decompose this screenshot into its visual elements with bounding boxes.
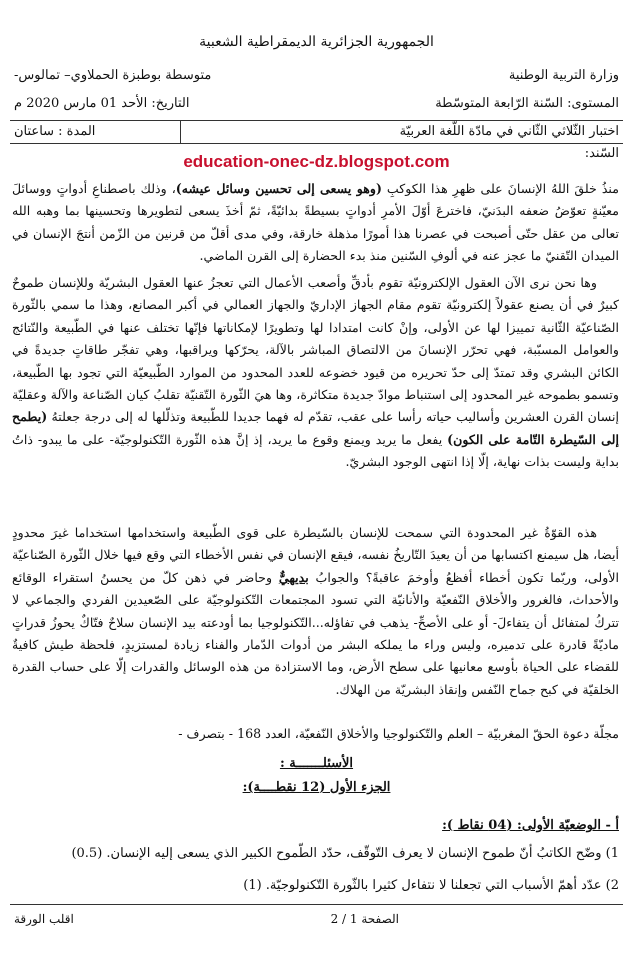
footer-divider (10, 904, 623, 905)
paragraph-2-end: يفعل ما يريد ويمنع وقوع ما يريد، إذ إنَّ هذه الثّورة التّكنولوجيّة- على ما يبدو- ذاتُ بداية وليست بذات نهاية، إلّا إذا انتهى الوجود البشريّ. (12, 431, 619, 470)
paragraph-1 (12, 178, 619, 268)
paragraph-3-start: هذه القوّةُ غير المحدودة التي سمحت للإنسان بالسّيطرة على قوى الطّبيعة واستخدامها استخداما غيرَ محدودٍ أيضا، هل سيمنع اكتسابها من أن يعيدَ التّاريخُ نفسه، فيقع الإنسان في نفس الأخطاء التي وقع فيها خلال الثّورة الصّناعيّة الأولى، وربّما تكون أخطاء أفظعُ وأوخمَ عاقبةً؟ والجوابُ (12, 525, 619, 585)
level-label: المستوى: السّنة الرّابعة المتوسّطة (435, 96, 619, 111)
header-row-3 (14, 124, 619, 139)
paragraph-3-underlined: بديهيٌّ (278, 569, 309, 585)
paragraph-1-end: ، وذلك باصطناعِ أدواتٍ ووسائلَ معيّنةٍ تعوّضُ ضعفه البدَنيّ، فاخترعَ أوّلَ الأمرِ أدواتٍ بسيطةً بدائيّةً، ثمّ أخذَ يسعى لتطويرها وتحسينها بما وهبه الله تعالى من عقل حتّى أصبحت في عصرنا هذا أمورًا مذهلة خارقة، وفي مدى أقلّ من قرنين من الزّمن أنتجَ الإنسان في الميدان التّقنيّ ما عجز عنه في ألوفِ السّنين منذ بدء الحضارة إلى القرن الماضي. (12, 181, 619, 264)
republic-title: الجمهورية الجزائرية الديمقراطية الشعبية (199, 34, 434, 50)
questions-title: الأسئلـــــــة : (279, 756, 354, 771)
duration-label: المدة : ساعتان (14, 124, 96, 139)
paragraph-1-start: منذُ خلقَ اللهُ الإنسانَ على ظهرِ هذا الكوكبِ (381, 181, 619, 196)
date-label: التاريخ: الأحد 01 مارس 2020 م (14, 96, 190, 111)
footer (14, 912, 619, 926)
watermark-url: education-onec-dz.blogspot.com (183, 152, 450, 171)
situation-1-title: أ - الوضعيّة الأولى: (04 نقاط ): (442, 818, 619, 833)
ministry-label: وزارة التربية الوطنية (508, 68, 619, 83)
question-1: 1) وضّح الكاتبُ أنّ طموح الإنسان لا يعرف التّوقّف، حدّد الطّموح الكبير الذي يسعى إليه الإنسان. (0.5) (71, 846, 619, 861)
source-citation: مجلّة دعوة الحقّ المغربيّة – العلم والتّكنولوجيا والأخلاق النّفعيّة، العدد 168 - بتصرف - (178, 726, 619, 741)
paragraph-2-bold: (يطمح إلى السّيطرة التّامة على الكون) (12, 409, 619, 447)
paragraph-1-bold: (وهو يسعى إلى تحسين وسائل عيشه) (175, 181, 382, 196)
page-number: الصفحة 1 / 2 (330, 912, 399, 926)
divider-bottom (10, 143, 623, 144)
text-label: السّند: (584, 146, 619, 161)
turn-page-note: اقلب الورقة (14, 912, 74, 926)
header-row-1 (14, 68, 619, 83)
part-1-title: الجزء الأول (12 نقطــــة): (242, 780, 391, 795)
paragraph-3 (12, 522, 619, 701)
divider-top (10, 120, 623, 121)
paragraph-3-end: وحاضر في ذهن كلّ من يحسنُ استقراء الوقائع والأحداث، فالغرور والأخلاق النّفعيّة والأنانيّة التي تسود المجتمعات التّكنولوجيّة على الصّعيدين الفردي والجماعي لا تتركُ لمتفائل أن يتفاءلَ- أو على الأصحِّ- يذهب في تفاؤله...التّكنولوجيا بما أودعته بيد الإنسان سلاحٌ فتّاكٌ يحوزُ قدراتٍ ماديّةً قادرة على تدميره، وليس وراء ما يملكه البشر من أدوات الدّمار والفناء زيادة لمستزيدٍ، فلحظة طيش كافيةٌ للقضاء على الحياة بأوسع معانيها على سطح الأرض، وما الاستزادة من هذه الوسائل والقدرات إلّا على حساب القدرة الخلقيّة في كبح جماح النّفس وإنقاذ البشريّة من الهلاك. (12, 569, 619, 697)
header-row-2 (14, 96, 619, 111)
question-2: 2) عدّد أهمّ الأسباب التي تجعلنا لا نتفاءل كثيرا بالثّورة التّكنولوجيّة. (1) (243, 878, 619, 893)
school-label: متوسطة بوطبزة الحملاوي– تمالوس- (14, 68, 212, 83)
exam-title: اختبار الثّلاثي الثّاني في مادّة اللّغة العربيّة (399, 124, 619, 139)
paragraph-2-start: وها نحن نرى الآن العقول الإلكترونيّة تقوم بأدقِّ وأصعب الأعمال التي تعجزُ عنها العقول البشريّة وللإنسان طموحٌ كبيرٌ في أن يصنع عقولاً إلكترونيّة تقوم مقام الجهاز الإداريّ والجهاز العمالي في أكبر المصانع، وهذا ما سمي بالثّورة الصّناعيّة الثّانية تمييزا لها عن الأولى، وإنْ كانت امتدادا لها وتطويرًا لإمكاناتها فإنّها تختلف عنها في الطّبيعة والنّتائج والعوامل المسبّبة، فهي تحرّر الإنسانَ من الالتصاق المباشر بالآلة، يحرّكها ويراقبها، وهي تفجّر طاقاتٍ جديدةً في الكائن البشري وقد تمتدّ إلى حدّ تحريره من قيود خضوعه للعدد المحدود من الموارد الطّبيعيّة التي تجود بها الطّبيعة، وتسمو بطموحه غير المحدود إلى استنباط موادّ جديدة متكاثرة، وها هيَ الثّورة التّقنيّة تقلبُ كيان الصّناعة والآلة وعقليّة إنسان القرن العشرين وأساليب حياته رأسا على عقب، تقدّم له فهما جديدا للطّبيعة وتذلّلها له إلى درجة جعلتهُ (12, 275, 619, 425)
paragraph-2 (12, 272, 619, 474)
header-divider-vertical (180, 120, 181, 143)
